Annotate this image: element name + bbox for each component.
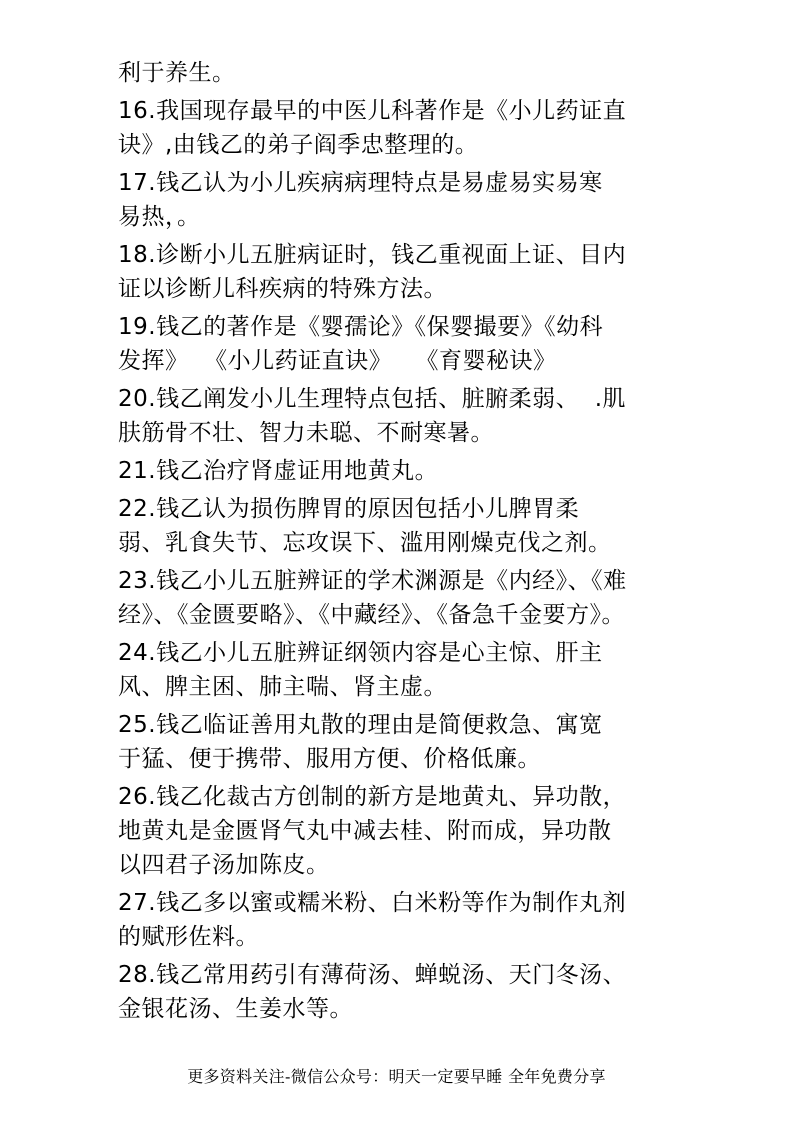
paragraph-item-19: 19.钱乙的著作是《婴孺论》《保婴撮要》《幼科 发挥》 《小儿药证直诀》 《育婴秘诀》	[118, 314, 604, 374]
document-body	[118, 56, 678, 1030]
paragraph-item-20: 20.钱乙阐发小儿生理特点包括、脏腑柔弱、 .肌 肤筋骨不壮、智力未聪、不耐寒暑。	[118, 386, 627, 446]
paragraph-item-28: 28.钱乙常用药引有薄荷汤、蝉蜕汤、天门冬汤、 金银花汤、生姜水等。	[118, 962, 627, 1022]
paragraph-item-26: 26.钱乙化裁古方创制的新方是地黄丸、异功散， 地黄丸是金匮肾气丸中减去桂、附而成，异功散 以四君子汤加陈皮。	[118, 784, 627, 878]
paragraph-item-24: 24.钱乙小儿五脏辨证纲领内容是心主惊、肝主 风、脾主困、肺主喘、肾主虚。	[118, 640, 603, 700]
paragraph-item-18: 18.诊断小儿五脏病证时，钱乙重视面上证、目内 证以诊断儿科疾病的特殊方法。	[118, 242, 627, 302]
paragraph-item-16: 16.我国现存最早的中医儿科著作是《小儿药证直 诀》,由钱乙的弟子阎季忠整理的。	[118, 98, 627, 158]
paragraph-item-23: 23.钱乙小儿五脏辨证的学术渊源是《内经》、《难 经》、《金匮要略》、《中藏经》、《备急千金要方》。	[118, 568, 627, 628]
paragraph-item-27: 27.钱乙多以蜜或糯米粉、白米粉等作为制作丸剂 的赋形佐料。	[118, 890, 627, 950]
page-footer: 更多资料关注-微信公众号：明天一定要早睡 全年免费分享	[187, 1067, 606, 1086]
paragraph-intro-tail: 利于养生。	[118, 60, 236, 86]
paragraph-item-22: 22.钱乙认为损伤脾胃的原因包括小儿脾胃柔 弱、乳食失节、忘攻误下、滥用刚燥克伐之剂。	[118, 496, 612, 556]
paragraph-item-21: 21.钱乙治疗肾虚证用地黄丸。	[118, 458, 439, 484]
paragraph-item-17: 17.钱乙认为小儿疾病病理特点是易虚易实易寒 易热，。	[118, 170, 603, 230]
paragraph-item-25: 25.钱乙临证善用丸散的理由是简便救急、寓宽 于猛、便于携带、服用方便、价格低廉。	[118, 712, 603, 772]
